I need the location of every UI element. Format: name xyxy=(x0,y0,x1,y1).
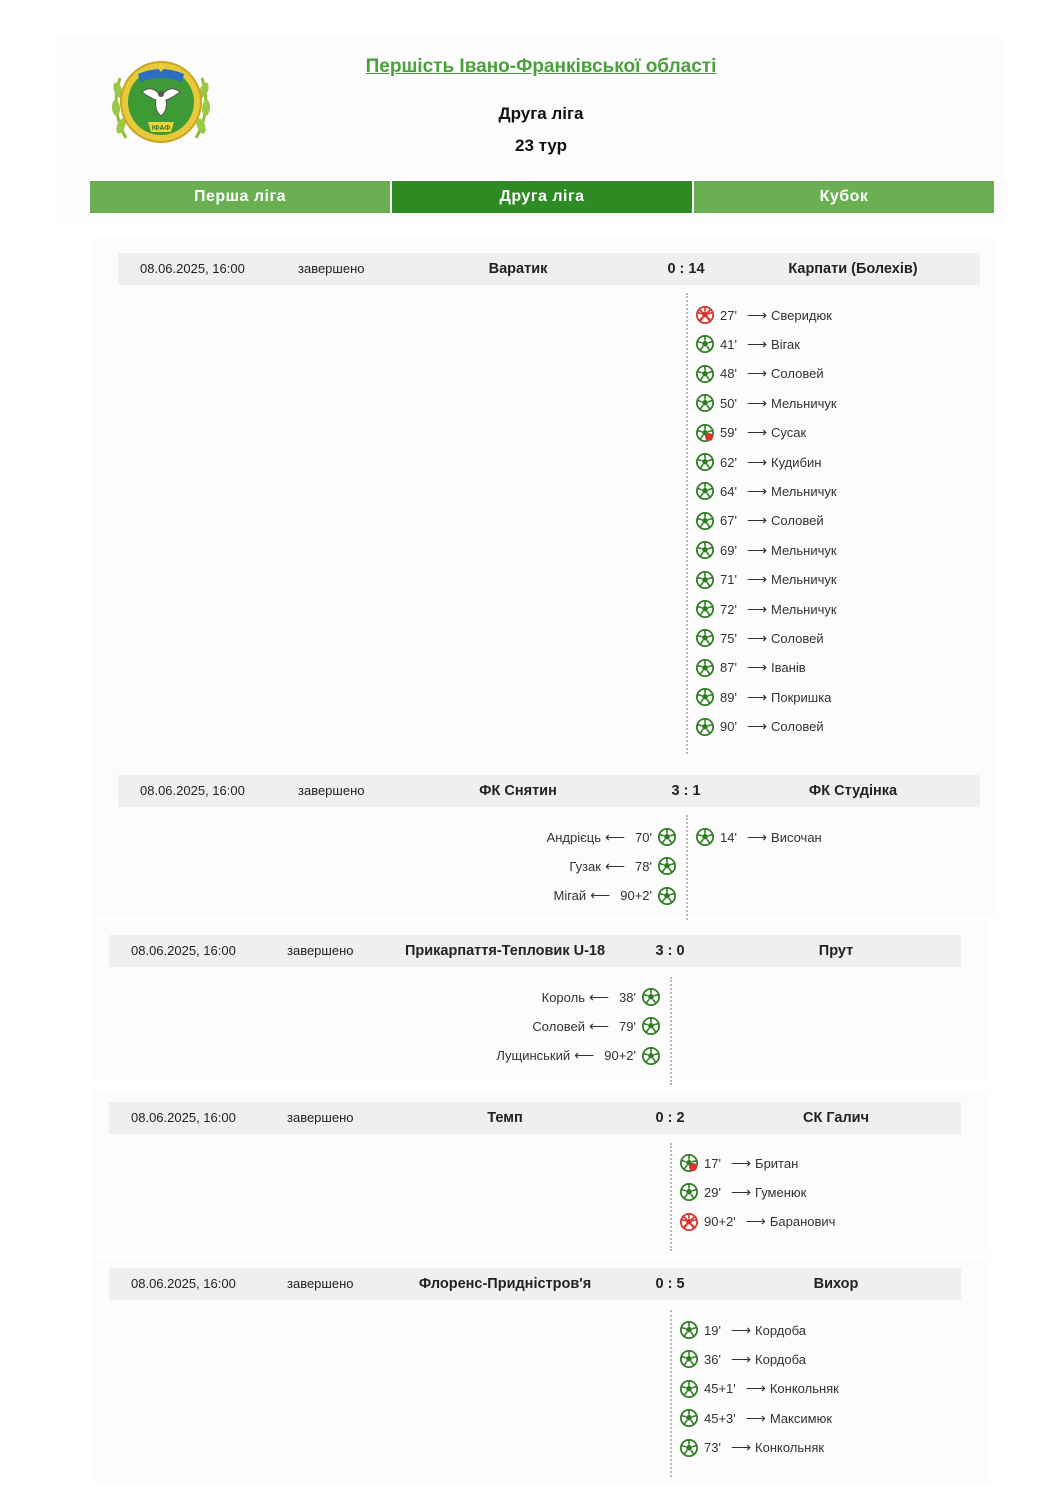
soccer-ball-icon xyxy=(696,394,714,412)
home-goal-event xyxy=(569,856,676,876)
goal-minute: 90+2' xyxy=(604,1048,636,1064)
goal-scorer: Андрієць xyxy=(546,829,601,845)
away-goal-event xyxy=(696,364,824,384)
away-goal-event xyxy=(696,628,824,648)
away-team: Прут xyxy=(818,943,854,959)
arrow-right-icon: ⟶ xyxy=(730,1183,752,1200)
soccer-ball-icon xyxy=(696,453,714,471)
soccer-ball-icon xyxy=(642,988,660,1006)
goal-scorer: Конкольняк xyxy=(755,1440,825,1456)
away-goal-event xyxy=(680,1153,798,1173)
tab-first-league[interactable]: Перша ліга xyxy=(90,181,390,213)
soccer-ball-icon xyxy=(696,718,714,736)
arrow-right-icon: ⟶ xyxy=(746,306,768,323)
goal-scorer: Іванів xyxy=(771,660,806,676)
arrow-right-icon: ⟶ xyxy=(746,424,768,441)
soccer-ball-icon xyxy=(680,1350,698,1368)
league-title: Друга ліга xyxy=(498,104,584,123)
goal-minute: 78' xyxy=(635,858,652,874)
soccer-ball-icon xyxy=(696,600,714,618)
goal-minute: 45+1' xyxy=(704,1381,736,1397)
goal-divider xyxy=(670,977,672,1085)
arrow-right-icon: ⟶ xyxy=(745,1213,766,1230)
goal-scorer: Соловей xyxy=(532,1018,585,1034)
soccer-ball-icon xyxy=(658,857,676,875)
away-goal-event xyxy=(696,570,837,590)
arrow-left-icon: ⟵ xyxy=(588,988,610,1005)
soccer-ball-icon xyxy=(696,571,714,589)
goal-divider xyxy=(686,815,688,923)
arrow-right-icon: ⟶ xyxy=(746,629,768,646)
goal-scorer: Соловей xyxy=(771,719,824,735)
soccer-ball-icon xyxy=(680,1439,698,1457)
match-status: завершено xyxy=(298,261,365,276)
match-header-row[interactable] xyxy=(109,935,961,967)
goal-scorer: Максимюк xyxy=(769,1410,833,1426)
goal-scorer: Гуменюк xyxy=(755,1184,807,1200)
match-score: 3 : 0 xyxy=(655,943,685,959)
goal-minute: 38' xyxy=(619,989,636,1005)
arrow-right-icon: ⟶ xyxy=(730,1321,752,1338)
match-date: 08.06.2025, 16:00 xyxy=(140,783,245,798)
arrow-left-icon: ⟵ xyxy=(574,1047,595,1064)
arrow-right-icon: ⟶ xyxy=(730,1154,752,1171)
goal-minute: 62' xyxy=(720,454,737,470)
goal-minute: 36' xyxy=(704,1351,721,1367)
match-date: 08.06.2025, 16:00 xyxy=(140,261,245,276)
match-panel xyxy=(92,238,998,766)
goal-scorer: Кордоба xyxy=(755,1351,806,1367)
home-goal-event xyxy=(553,886,676,906)
match-score: 0 : 2 xyxy=(655,1110,685,1126)
arrow-right-icon: ⟶ xyxy=(746,335,768,352)
home-team: Флоренс-Придністров'я xyxy=(418,1276,592,1292)
goal-minute: 17' xyxy=(704,1155,721,1171)
site-title-link[interactable]: Першість Івано-Франківської області xyxy=(365,56,717,77)
goal-minute: 59' xyxy=(720,425,737,441)
goal-scorer: Мельничук xyxy=(771,601,837,617)
away-goal-event xyxy=(696,452,821,472)
goal-minute: 90+2' xyxy=(704,1214,736,1230)
away-goal-event xyxy=(680,1408,832,1428)
goal-scorer: Конкольняк xyxy=(769,1381,839,1397)
match-score: 0 : 5 xyxy=(655,1276,685,1292)
home-team: Прикарпаття-Тепловик U-18 xyxy=(404,943,606,959)
soccer-ball-icon xyxy=(642,1017,660,1035)
goal-scorer: Покришка xyxy=(771,689,832,705)
away-goal-event xyxy=(696,687,831,707)
goal-minute: 70' xyxy=(635,829,652,845)
away-goal-event xyxy=(680,1182,806,1202)
tab-second-league[interactable]: Друга ліга xyxy=(392,181,692,213)
match-score: 3 : 1 xyxy=(671,783,701,799)
goal-scorer: Гузак xyxy=(569,858,601,874)
goal-scorer: Британ xyxy=(755,1155,799,1171)
away-goal-event xyxy=(696,393,837,413)
soccer-ball-icon xyxy=(696,541,714,559)
soccer-ball-icon xyxy=(680,1409,698,1427)
goal-scorer: Мельничук xyxy=(771,572,837,588)
match-status: завершено xyxy=(287,1110,354,1125)
arrow-right-icon: ⟶ xyxy=(746,600,768,617)
arrow-left-icon: ⟵ xyxy=(590,887,611,904)
soccer-ball-icon xyxy=(658,887,676,905)
away-team: Карпати (Болехів) xyxy=(788,261,918,277)
away-goal-event xyxy=(680,1379,839,1399)
goal-divider xyxy=(670,1310,672,1477)
goal-scorer: Соловей xyxy=(771,366,824,382)
goal-divider xyxy=(686,293,688,754)
goal-minute: 41' xyxy=(720,336,737,352)
goal-minute: 90' xyxy=(720,719,737,735)
arrow-right-icon: ⟶ xyxy=(746,828,768,845)
away-goal-event xyxy=(696,658,806,678)
round-title: 23 тур xyxy=(515,136,567,155)
match-status: завершено xyxy=(287,1276,354,1291)
away-goal-event xyxy=(696,599,837,619)
goal-scorer: Соловей xyxy=(771,513,824,529)
soccer-ball-icon xyxy=(696,629,714,647)
goal-minute: 48' xyxy=(720,366,737,382)
match-date: 08.06.2025, 16:00 xyxy=(131,1110,236,1125)
match-status: завершено xyxy=(287,943,354,958)
soccer-ball-icon xyxy=(696,365,714,383)
arrow-right-icon: ⟶ xyxy=(745,1380,766,1397)
away-team: СК Галич xyxy=(803,1110,869,1126)
soccer-ball-icon xyxy=(696,688,714,706)
soccer-ball-icon xyxy=(680,1380,698,1398)
away-goal-event xyxy=(696,423,806,443)
goal-scorer: Вігак xyxy=(771,336,800,352)
goal-scorer: Лущинський xyxy=(496,1048,571,1064)
goal-minute: 71' xyxy=(720,572,737,588)
match-score: 0 : 14 xyxy=(667,261,705,277)
goal-scorer: Соловей xyxy=(771,630,824,646)
arrow-right-icon: ⟶ xyxy=(745,1409,766,1426)
goal-scorer: Кордоба xyxy=(755,1322,806,1338)
soccer-ball-icon xyxy=(696,482,714,500)
goal-scorer: Мігай xyxy=(553,888,587,904)
soccer-ball-icon xyxy=(680,1321,698,1339)
goal-minute: 69' xyxy=(720,542,737,558)
goal-scorer: Мельничук xyxy=(771,395,837,411)
goal-minute: 90+2' xyxy=(620,888,652,904)
arrow-right-icon: ⟶ xyxy=(746,365,768,382)
goal-minute: 27' xyxy=(720,307,737,323)
away-goal-event xyxy=(680,1438,824,1458)
goal-minute: 50' xyxy=(720,395,737,411)
away-goal-event xyxy=(696,305,832,325)
goal-scorer: Височан xyxy=(771,829,822,845)
goal-minute: 14' xyxy=(720,829,737,845)
goal-minute: 87' xyxy=(720,660,737,676)
arrow-left-icon: ⟵ xyxy=(588,1017,610,1034)
goal-scorer: Сверидюк xyxy=(771,307,832,323)
goal-minute: 89' xyxy=(720,689,737,705)
goal-scorer: Король xyxy=(541,989,585,1005)
goal-scorer: Сусак xyxy=(771,425,807,441)
arrow-left-icon: ⟵ xyxy=(604,828,626,845)
home-goal-event xyxy=(542,987,660,1007)
match-header-row[interactable] xyxy=(118,253,980,285)
away-goal-event xyxy=(680,1320,806,1340)
away-team: Вихор xyxy=(813,1276,859,1292)
arrow-right-icon: ⟶ xyxy=(746,394,768,411)
match-header-row[interactable] xyxy=(109,1102,961,1134)
away-team: ФК Студінка xyxy=(808,783,898,799)
goal-minute: 67' xyxy=(720,513,737,529)
arrow-right-icon: ⟶ xyxy=(730,1350,752,1367)
goal-minute: 19' xyxy=(704,1322,721,1338)
arrow-right-icon: ⟶ xyxy=(746,453,768,470)
own-goal-icon xyxy=(680,1213,698,1231)
goal-minute: 79' xyxy=(619,1018,636,1034)
goal-minute: 64' xyxy=(720,483,737,499)
match-date: 08.06.2025, 16:00 xyxy=(131,1276,236,1291)
away-goal-event xyxy=(696,717,824,737)
away-goal-event xyxy=(696,511,824,531)
soccer-ball-icon xyxy=(696,512,714,530)
goal-divider xyxy=(670,1143,672,1251)
match-header-row[interactable] xyxy=(118,775,980,807)
goal-scorer: Мельничук xyxy=(771,542,837,558)
soccer-ball-icon xyxy=(658,828,676,846)
own-goal-icon xyxy=(696,306,714,324)
league-tabs xyxy=(90,181,994,213)
penalty-ball-icon xyxy=(696,424,714,442)
soccer-ball-icon xyxy=(680,1183,698,1201)
away-goal-event xyxy=(696,540,837,560)
goal-scorer: Мельничук xyxy=(771,483,837,499)
tab-cup[interactable]: Кубок xyxy=(694,181,994,213)
arrow-right-icon: ⟶ xyxy=(730,1439,752,1456)
away-goal-event xyxy=(696,334,800,354)
goal-minute: 72' xyxy=(720,601,737,617)
arrow-right-icon: ⟶ xyxy=(746,482,768,499)
home-goal-event xyxy=(532,1016,660,1036)
match-status: завершено xyxy=(298,783,365,798)
goal-minute: 29' xyxy=(704,1184,721,1200)
goal-minute: 73' xyxy=(704,1440,721,1456)
arrow-right-icon: ⟶ xyxy=(746,688,768,705)
home-goal-event xyxy=(496,1046,660,1066)
arrow-right-icon: ⟶ xyxy=(746,541,768,558)
away-goal-event xyxy=(680,1212,835,1232)
home-goal-event xyxy=(547,827,676,847)
home-team: Варатик xyxy=(488,261,548,277)
soccer-ball-icon xyxy=(696,659,714,677)
arrow-right-icon: ⟶ xyxy=(746,659,768,676)
goal-minute: 75' xyxy=(720,630,737,646)
goal-scorer: Кудибин xyxy=(771,454,822,470)
svg-text:ІФАФ: ІФАФ xyxy=(151,125,171,132)
arrow-right-icon: ⟶ xyxy=(746,571,768,588)
away-goal-event xyxy=(696,827,822,847)
match-header-row[interactable] xyxy=(109,1268,961,1300)
soccer-ball-icon xyxy=(642,1047,660,1065)
away-goal-event xyxy=(680,1349,806,1369)
soccer-ball-icon xyxy=(696,335,714,353)
home-team: Темп xyxy=(487,1110,523,1126)
soccer-ball-icon xyxy=(696,828,714,846)
home-team: ФК Снятин xyxy=(479,783,557,799)
arrow-right-icon: ⟶ xyxy=(746,512,768,529)
arrow-right-icon: ⟶ xyxy=(746,718,768,735)
away-goal-event xyxy=(696,481,837,501)
penalty-ball-icon xyxy=(680,1154,698,1172)
goal-minute: 45+3' xyxy=(704,1410,736,1426)
goal-scorer: Баранович xyxy=(769,1214,836,1230)
arrow-left-icon: ⟵ xyxy=(604,857,626,874)
match-date: 08.06.2025, 16:00 xyxy=(131,943,236,958)
